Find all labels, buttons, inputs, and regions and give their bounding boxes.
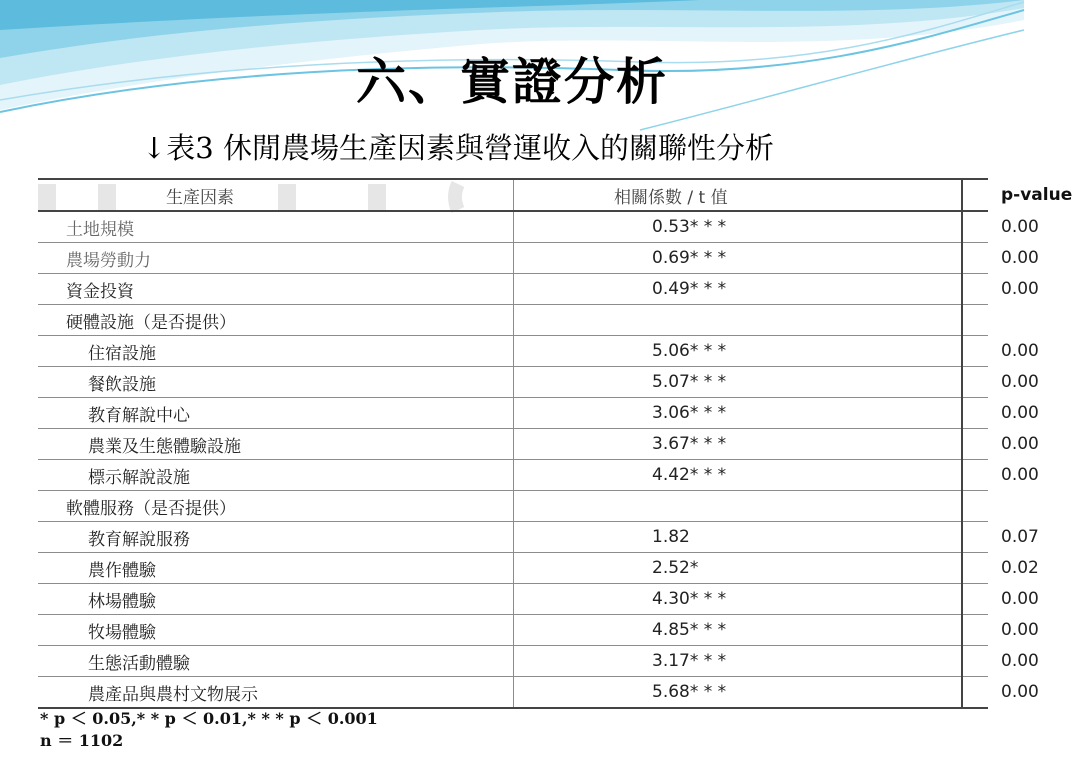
- table-row: [38, 429, 988, 460]
- factor-cell: 農產品與農村文物展示: [38, 677, 514, 709]
- table-caption: ↓表3 休閒農場生產因素與營運收入的關聯性分析: [142, 131, 774, 165]
- correlation-table: [38, 178, 1072, 709]
- coefficient-cell: 3.17* * *: [514, 646, 963, 677]
- table-row: [38, 367, 988, 398]
- p-value-cell: 0.00: [962, 460, 988, 491]
- coefficient-cell: 4.30* * *: [514, 584, 963, 615]
- coefficient-cell: 0.53* * *: [514, 211, 963, 243]
- header-p-value: p-value: [962, 179, 988, 211]
- coefficient-cell: 4.42* * *: [514, 460, 963, 491]
- factor-cell: 農作體驗: [38, 553, 514, 584]
- factor-cell: 農場勞動力: [38, 243, 514, 274]
- correlation-table-container: [38, 178, 1072, 709]
- table-row: [38, 305, 988, 336]
- factor-cell: 牧場體驗: [38, 615, 514, 646]
- coefficient-cell: 1.82: [514, 522, 963, 553]
- p-value-cell: 0.02: [962, 553, 988, 584]
- significance-note: * p ＜ 0.05,* * p ＜ 0.01,* * * p ＜ 0.001: [40, 709, 378, 728]
- factor-cell: 土地規模: [38, 211, 514, 243]
- p-value-cell: 0.00: [962, 336, 988, 367]
- coefficient-cell: [514, 491, 963, 522]
- coefficient-cell: 4.85* * *: [514, 615, 963, 646]
- p-value-cell: 0.00: [962, 398, 988, 429]
- table-row: [38, 491, 988, 522]
- coefficient-cell: 5.68* * *: [514, 677, 963, 709]
- coefficient-cell: 5.07* * *: [514, 367, 963, 398]
- factor-cell: 教育解說服務: [38, 522, 514, 553]
- p-value-cell: [962, 305, 988, 336]
- p-value-cell: 0.00: [962, 646, 988, 677]
- sample-size-note: n ＝ 1102: [40, 731, 124, 750]
- table-row: [38, 274, 988, 305]
- table-row: [38, 243, 988, 274]
- coefficient-cell: 0.49* * *: [514, 274, 963, 305]
- p-value-cell: 0.00: [962, 429, 988, 460]
- table-row: [38, 584, 988, 615]
- factor-cell: 林場體驗: [38, 584, 514, 615]
- table-row: [38, 615, 988, 646]
- factor-cell: 農業及生態體驗設施: [38, 429, 514, 460]
- coefficient-cell: [514, 305, 963, 336]
- table-row: [38, 677, 988, 709]
- p-value-cell: 0.00: [962, 677, 988, 709]
- table-row: [38, 398, 988, 429]
- factor-cell: 標示解說設施: [38, 460, 514, 491]
- table-row: [38, 336, 988, 367]
- p-value-cell: 0.00: [962, 615, 988, 646]
- p-value-cell: 0.07: [962, 522, 988, 553]
- header-factor: 生產因素: [38, 179, 514, 211]
- coefficient-cell: 2.52*: [514, 553, 963, 584]
- factor-cell: 軟體服務（是否提供）: [38, 491, 514, 522]
- p-value-cell: [962, 491, 988, 522]
- factor-cell: 資金投資: [38, 274, 514, 305]
- coefficient-cell: 0.69* * *: [514, 243, 963, 274]
- coefficient-cell: 3.67* * *: [514, 429, 963, 460]
- table-notes: [40, 708, 378, 752]
- p-value-cell: 0.00: [962, 211, 988, 243]
- coefficient-cell: 3.06* * *: [514, 398, 963, 429]
- p-value-cell: 0.00: [962, 274, 988, 305]
- p-value-cell: 0.00: [962, 243, 988, 274]
- table-header-row: [38, 179, 988, 211]
- factor-cell: 硬體設施（是否提供）: [38, 305, 514, 336]
- header-coefficient: 相關係數 / t 值: [514, 179, 963, 211]
- slide-title: 六、實證分析: [356, 52, 668, 111]
- factor-cell: 住宿設施: [38, 336, 514, 367]
- factor-cell: 餐飲設施: [38, 367, 514, 398]
- p-value-cell: 0.00: [962, 367, 988, 398]
- table-row: [38, 522, 988, 553]
- factor-cell: 教育解說中心: [38, 398, 514, 429]
- coefficient-cell: 5.06* * *: [514, 336, 963, 367]
- p-value-cell: 0.00: [962, 584, 988, 615]
- factor-cell: 生態活動體驗: [38, 646, 514, 677]
- table-row: [38, 646, 988, 677]
- table-row: [38, 553, 988, 584]
- table-row: [38, 211, 988, 243]
- table-row: [38, 460, 988, 491]
